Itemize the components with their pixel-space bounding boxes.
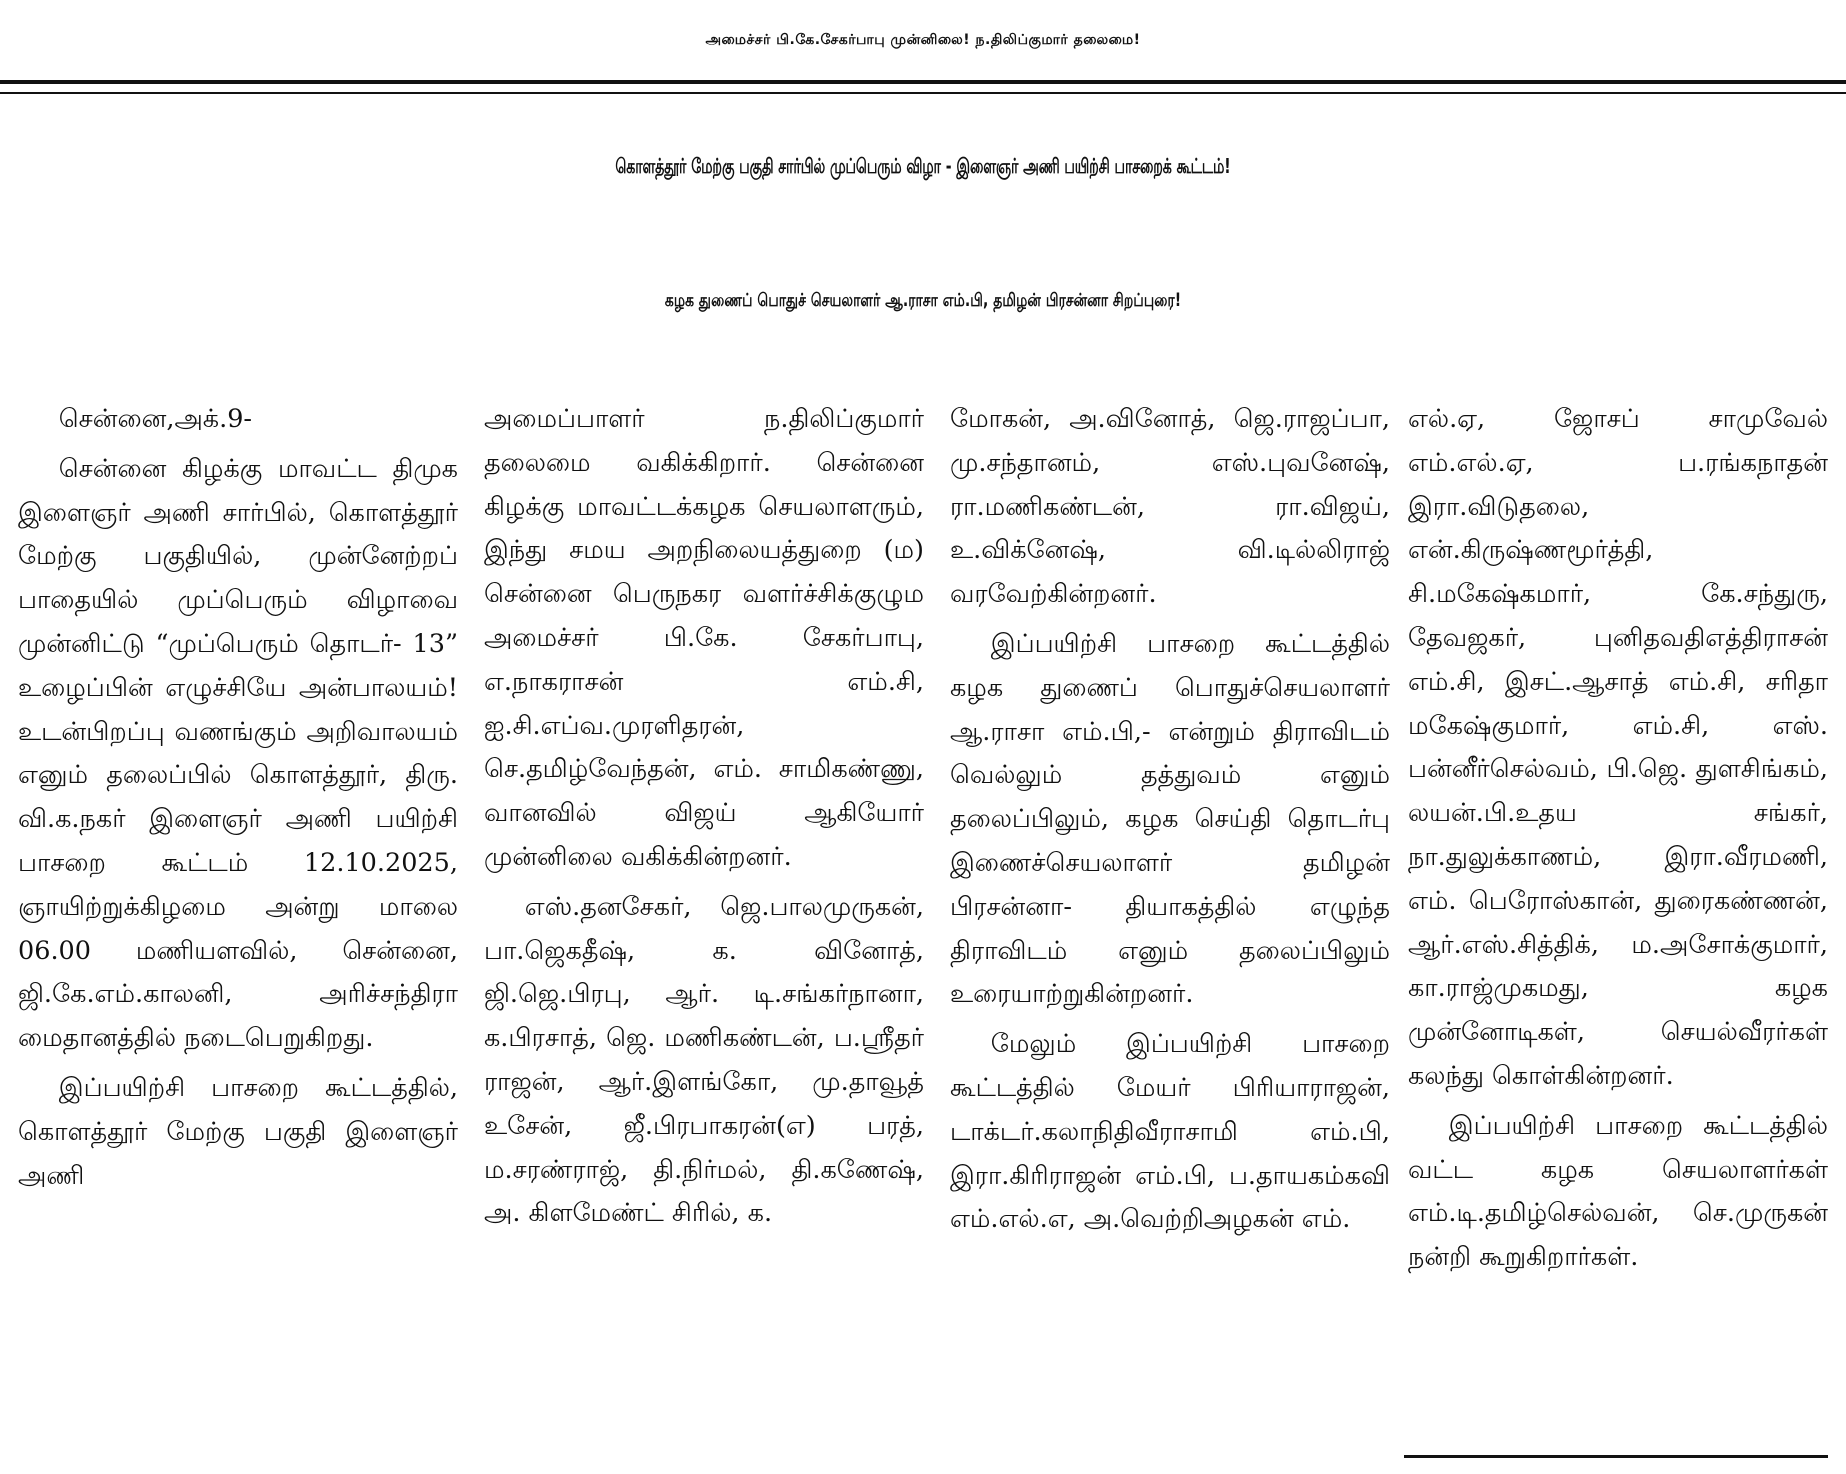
paragraph: இப்பயிற்சி பாசறை கூட்டத்தில், கொளத்தூர் மேற்கு பகுதி இளைஞர் அணி: [18, 1072, 458, 1191]
paragraph: இப்பயிற்சி பாசறை கூட்டத்தில் கழக துணைப் பொதுச்செயலாளர் ஆ.ராசா எம்.பி,- என்றும் திராவிடம் வெல்லும் தத்துவம் எனும் தலைப்பிலும், கழக செய்தி தொடர்பு இணைச்செயலாளர் தமிழன் பிரசன்னா- தியாகத்தில் எழுந்த திராவிடம் எனும் தலைப்பிலும் உரையாற்றுகின்றனர்.: [950, 628, 1390, 1010]
paragraph: அமைப்பாளர் ந.திலிப்குமார் தலைமை வகிக்கிறார். சென்னை கிழக்கு மாவட்டக்கழக செயலாளரும், இந்து சமய அறநிலையத்துறை (ம) சென்னை பெருநகர வளர்ச்சிக்குழும அமைச்சர் பி.கே. சேகர்பாபு, எ.நாகராசன் எம்.சி, ஐ.சி.எப்வ.முரளிதரன், செ.தமிழ்வேந்தன், எம். சாமிகண்ணு, வானவில் விஜய் ஆகியோர் முன்னிலை வகிக்கின்றனர்.: [484, 404, 924, 872]
paragraph: எஸ்.தனசேகர், ஜெ.பாலமுருகன், பா.ஜெகதீஷ், க. வினோத், ஜி.ஜெ.பிரபு, ஆர். டி.சங்கர்நானா, க.பிரசாத், ஜெ. மணிகண்டன், ப.ஸ்ரீதர் ராஜன், ஆர்.இளங்கோ, மு.தாவூத் உசேன், ஜீ.பிரபாகரன்(எ) பரத், ம.சரண்ராஜ், தி.நிர்மல், தி.கணேஷ், அ. கிளமேண்ட் சிரில், க.: [484, 891, 924, 1229]
paragraph: சென்னை கிழக்கு மாவட்ட திமுக இளைஞர் அணி சார்பில், கொளத்தூர் மேற்கு பகுதியில், முன்னேற்றப் பாதையில் முப்பெரும் விழாவை முன்னிட்டு “முப்பெரும் தொடர்- 13” உழைப்பின் எழுச்சியே அன்பாலயம்! உடன்பிறப்பு வணங்கும் அறிவாலயம் எனும் தலைப்பில் கொளத்தூர், திரு. வி.க.நகர் இளைஞர் அணி பயிற்சி பாசறை கூட்டம் 12.10.2025, ஞாயிற்றுக்கிழமை அன்று மாலை 06.00 மணியளவில், சென்னை, ஜி.கே.எம்.காலனி, அரிச்சந்திரா மைதானத்தில் நடைபெறுகிறது.: [18, 453, 458, 1054]
column-4: [1408, 398, 1828, 1474]
column-3: [950, 398, 1390, 1474]
article-body: [18, 398, 1828, 1474]
paragraph: மேலும் இப்பயிற்சி பாசறை கூட்டத்தில் மேயர் பிரியாராஜன், டாக்டர்.கலாநிதிவீராசாமி எம்.பி, இரா.கிரிராஜன் எம்.பி, ப.தாயகம்கவி எம்.எல்.எ, அ.வெற்றிஅழகன் எம்.: [950, 1029, 1390, 1235]
paragraph: இப்பயிற்சி பாசறை கூட்டத்தில் வட்ட கழக செயலாளர்கள் எம்.டி.தமிழ்செல்வன், செ.முருகன் நன்றி கூறுகிறார்கள்.: [1408, 1110, 1828, 1273]
kicker-line: அமைச்சர் பி.கே.சேகர்பாபு முன்னிலை! ந.திலிப்குமார் தலைமை!: [705, 32, 1141, 48]
main-headline: கொளத்தூர் மேற்கு பகுதி சார்பில் முப்பெரும் விழா - இளைஞர் அணி பயிற்சி பாசறைக் கூட்டம்!: [615, 155, 1231, 179]
paragraph: மோகன், அ.வினோத், ஜெ.ராஜப்பா, மு.சந்தானம், எஸ்.புவனேஷ், ரா.மணிகண்டன், ரா.விஜய், உ.விக்னேஷ், வி.டில்லிராஜ் வரவேற்கின்றனர்.: [950, 404, 1390, 610]
column-2: [484, 398, 924, 1474]
dateline: சென்னை,அக்.9-: [58, 404, 253, 434]
bottom-rule: [1404, 1455, 1828, 1458]
column-1: [18, 398, 458, 1474]
paragraph: எல்.ஏ, ஜோசப் சாமுவேல் எம்.எல்.ஏ, ப.ரங்கநாதன் இரா.விடுதலை, என்.கிருஷ்ணமூர்த்தி, சி.மகேஷ்கமார், கே.சந்துரு, தேவஜகர், புனிதவதிஎத்திராசன் எம்.சி, இசட்.ஆசாத் எம்.சி, சரிதா மகேஷ்குமார், எம்.சி, எஸ். பன்னீர்செல்வம், பி.ஜெ. துளசிங்கம், லயன்.பி.உதய சங்கர், நா.துலுக்காணம், இரா.வீரமணி, எம். பெரோஸ்கான், துரைகண்ணன், ஆர்.எஸ்.சித்திக், ம.அசோக்குமார், கா.ராஜ்முகமது, கழக முன்னோடிகள், செயல்வீரர்கள் கலந்து கொள்கின்றனர்.: [1408, 404, 1828, 1091]
sub-headline: கழக துணைப் பொதுச் செயலாளர் ஆ.ராசா எம்.பி, தமிழன் பிரசன்னா சிறப்புரை!: [664, 290, 1182, 312]
top-rule: [0, 80, 1846, 84]
